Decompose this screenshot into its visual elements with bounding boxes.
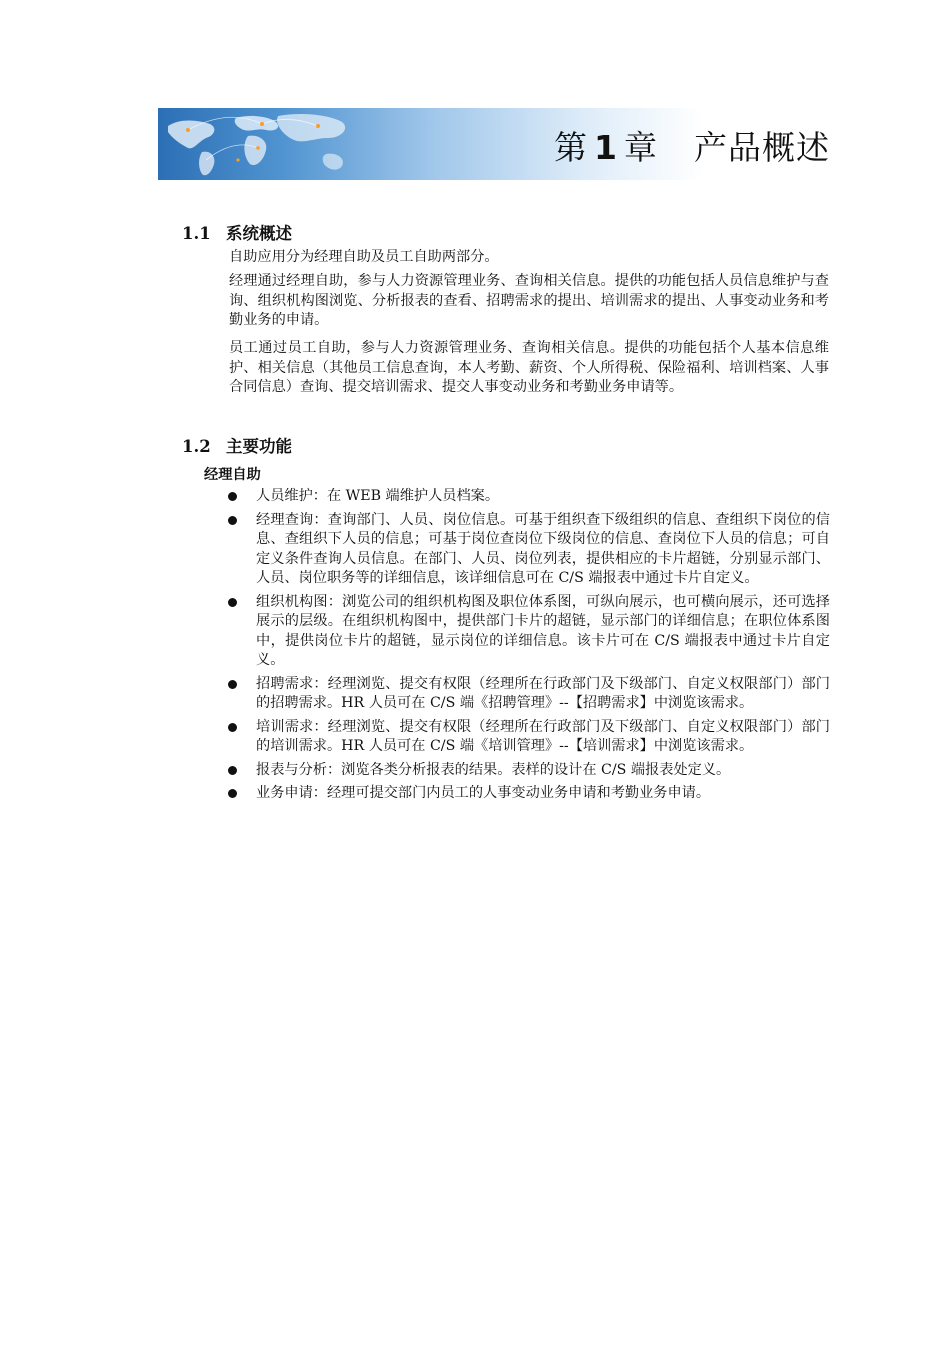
world-map-icon	[158, 108, 498, 180]
chapter-banner	[158, 108, 838, 180]
list-item	[225, 593, 830, 671]
paragraph: 自助应用分为经理自助及员工自助两部分。	[229, 249, 499, 265]
list-item-text: 业务申请：经理可提交部门内员工的人事变动业务申请和考勤业务申请。	[256, 785, 711, 801]
paragraph: 员工通过员工自助，参与人力资源管理业务、查询相关信息。提供的功能包括个人基本信息维护、相关信息（其他员工信息查询，本人考勤、薪资、个人所得税、保险福利、培训档案、人事合同信息）查询、提交培训需求、提交人事变动业务和考勤业务申请等。	[229, 340, 829, 395]
section-heading-main-functions	[182, 433, 292, 457]
list-item	[225, 784, 830, 804]
bullet-icon	[228, 789, 237, 798]
list-item	[225, 675, 830, 714]
bullet-icon	[228, 516, 237, 525]
bullet-icon	[228, 680, 237, 689]
bullet-icon	[228, 492, 237, 501]
chapter-number: 1	[594, 128, 618, 167]
paragraph: 经理通过经理自助，参与人力资源管理业务、查询相关信息。提供的功能包括人员信息维护与查询、组织机构图浏览、分析报表的查看、招聘需求的提出、培训需求的提出、人事变动业务和考勤业务的申请。	[229, 273, 829, 328]
chapter-prefix: 第	[554, 128, 589, 167]
list-item	[225, 718, 830, 757]
list-item	[225, 487, 830, 507]
section-heading-overview	[182, 220, 292, 244]
list-item	[225, 511, 830, 589]
list-item-text: 报表与分析：浏览各类分析报表的结果。表样的设计在 C/S 端报表处定义。	[256, 761, 731, 778]
list-item-text: 组织机构图：浏览公司的组织机构图及职位体系图，可纵向展示，也可横向展示，还可选择展示的层级。在组织机构图中，提供部门卡片的超链，显示部门的详细信息；在职位体系图中，提供岗位卡片的超链，显示岗位的详细信息。该卡片可在 C/S 端报表中通过卡片自定义。	[256, 593, 830, 668]
subheading-manager-self-service: 经理自助	[204, 467, 261, 483]
bullet-icon	[228, 766, 237, 775]
chapter-title	[554, 122, 830, 169]
chapter-name: 产品概述	[694, 128, 830, 167]
function-list	[225, 487, 830, 808]
list-item	[225, 761, 830, 781]
list-item-text: 招聘需求：经理浏览、提交有权限（经理所在行政部门及下级部门、自定义权限部门）部门的招聘需求。HR 人员可在 C/S 端《招聘管理》--【招聘需求】中浏览该需求。	[256, 675, 830, 711]
list-item-text: 培训需求：经理浏览、提交有权限（经理所在行政部门及下级部门、自定义权限部门）部门的培训需求。HR 人员可在 C/S 端《培训管理》--【培训需求】中浏览该需求。	[256, 718, 830, 754]
bullet-icon	[228, 598, 237, 607]
bullet-icon	[228, 723, 237, 732]
section-number: 1.1	[182, 224, 211, 243]
chapter-suffix: 章	[624, 128, 658, 167]
section-title: 系统概述	[226, 224, 292, 243]
section-number: 1.2	[182, 437, 211, 456]
list-item-text: 人员维护：在 WEB 端维护人员档案。	[256, 488, 500, 504]
section-title: 主要功能	[226, 437, 292, 456]
list-item-text: 经理查询：查询部门、人员、岗位信息。可基于组织查下级组织的信息、查组织下岗位的信息、查组织下人员的信息；可基于岗位查岗位下级岗位的信息、查岗位下人员的信息；可自定义条件查询人员信息。在部门、人员、岗位列表，提供相应的卡片超链，分别显示部门、人员、岗位职务等的详细信息，该详细信息可在 C/S 端报表中通过卡片自定义。	[256, 511, 830, 586]
